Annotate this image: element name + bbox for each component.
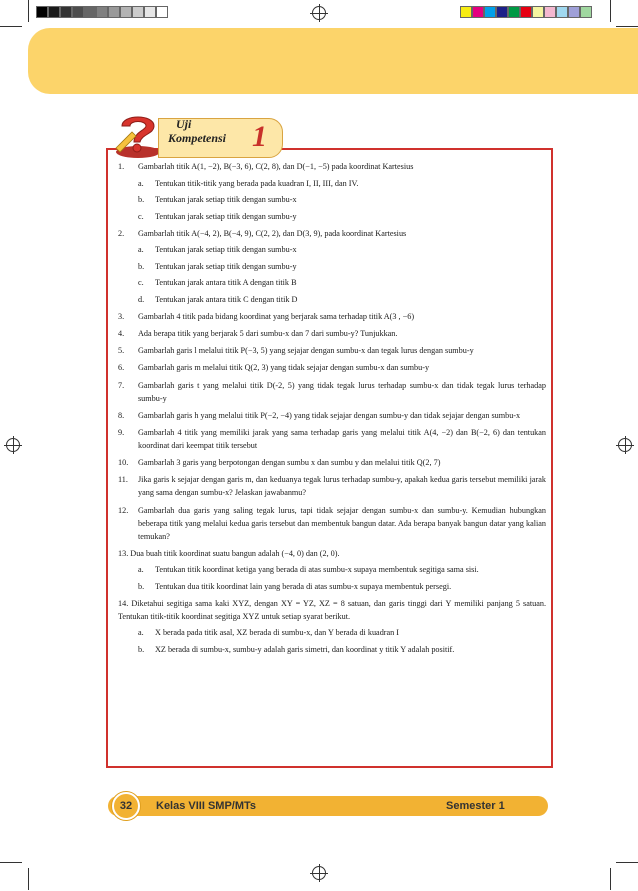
sub-question-label: b.	[138, 195, 145, 204]
page-number: 32	[112, 792, 140, 820]
color-swatch	[568, 6, 580, 18]
question-text: Gambarlah garis m melalui titik Q(2, 3) yang tidak sejajar dengan sumbu-x dan sumbu-y	[138, 363, 430, 373]
sub-question	[138, 563, 546, 576]
question-list	[118, 160, 546, 660]
sub-question-text: Tentukan titik koordinat ketiga yang berada di atas sumbu-x supaya membentuk segitiga sama sisi.	[155, 565, 479, 575]
question-number: 6.	[118, 363, 125, 373]
question-text: Gambarlah titik A(1, −2), B(−3, 6), C(2, 8), dan D(−1, −5) pada koordinat Kartesius	[138, 162, 414, 171]
sub-question-text: Tentukan jarak antara titik C dengan titik D	[155, 294, 298, 304]
question-item	[118, 504, 546, 543]
question-number: 3.	[118, 311, 125, 321]
sub-question-label: b.	[138, 644, 145, 654]
question-body	[138, 327, 546, 340]
color-swatch	[556, 6, 568, 18]
question-text: Gambarlah 3 garis yang berpotongan dengan sumbu x dan sumbu y dan melalui titik Q(2, 7)	[138, 458, 441, 468]
color-swatch	[96, 6, 108, 18]
badge-number: 1	[252, 120, 267, 153]
question-body	[138, 456, 546, 469]
crop-mark	[610, 0, 611, 22]
sub-question-text: Tentukan jarak setiap titik dengan sumbu-y	[155, 211, 297, 221]
sub-question	[138, 293, 546, 306]
question-number: 10.	[118, 458, 129, 468]
question-item	[118, 409, 546, 422]
sub-question	[138, 643, 546, 656]
color-swatch	[520, 6, 532, 18]
registration-mark-icon	[312, 866, 326, 880]
question-text: 14. Diketahui segitiga sama kaki XYZ, dengan XY = YZ, XZ = 8 satuan, dan garis tinggi dari Y memiliki panjang 5 satuan. Tentukan titik-titik koordinat segitiga XYZ untuk setiap syarat berikut.	[118, 598, 546, 621]
question-item	[118, 379, 546, 405]
question-body	[138, 227, 546, 306]
question-text: Gambarlah dua garis yang saling tegak lurus, tapi tidak sejajar dengan sumbu-x dan sumbu-y. Kemudian hubungkan beberapa titik yang melalui kedua garis tersebut dan membentuk bangun datar. Ada berapa banyak bangun datar yang kalian temukan?	[138, 505, 546, 541]
question-item	[118, 473, 546, 499]
question-body	[138, 426, 546, 452]
question-number: 9.	[118, 428, 125, 437]
question-number: 5.	[118, 346, 125, 356]
question-text: Gambarlah garis l melalui titik P(−3, 5) yang sejajar dengan sumbu-x dan tegak lurus dengan sumbu-y	[138, 346, 474, 356]
question-text: Gambarlah garis t yang melalui titik D(-2, 5) yang tidak tegak lurus terhadap sumbu-x dan tidak tegak lurus terhadap sumbu-y	[138, 380, 546, 403]
question-item	[118, 310, 546, 323]
sub-question	[138, 276, 546, 289]
crop-mark	[28, 868, 29, 890]
sub-question	[138, 626, 546, 639]
sub-question-text: Tentukan dua titik koordinat lain yang berada di atas sumbu-x supaya membentuk persegi.	[155, 581, 452, 591]
question-body	[138, 344, 546, 357]
question-text: Jika garis k sejajar dengan garis m, dan keduanya tegak lurus terhadap sumbu-y, apakah kedua garis tersebut memiliki jarak yang sama dengan sumbu-x? Jelaskan jawabanmu?	[138, 475, 546, 498]
badge-line1: Uji	[176, 117, 192, 131]
question-number: 1.	[118, 162, 125, 171]
crop-mark	[0, 26, 22, 27]
question-item	[118, 160, 546, 223]
sub-question-label: c.	[138, 278, 144, 288]
sub-question-label: a.	[138, 565, 144, 575]
question-item	[118, 227, 546, 306]
color-swatch	[156, 6, 168, 18]
header-band	[28, 28, 638, 94]
color-swatch	[84, 6, 96, 18]
color-swatch	[72, 6, 84, 18]
sub-question-text: X berada pada titik asal, XZ berada di sumbu-x, dan Y berada di kuadran I	[155, 628, 400, 638]
sub-question	[138, 580, 546, 593]
question-item	[118, 547, 546, 593]
color-swatch	[496, 6, 508, 18]
question-item	[118, 426, 546, 452]
color-swatch	[544, 6, 556, 18]
question-body	[138, 361, 546, 374]
crop-mark	[616, 862, 638, 863]
crop-mark	[610, 868, 611, 890]
color-swatch	[144, 6, 156, 18]
registration-mark-icon	[618, 438, 632, 452]
color-swatch	[36, 6, 48, 18]
question-body	[138, 379, 546, 405]
footer-class-label: Kelas VIII SMP/MTs	[156, 800, 257, 812]
sub-question-text: Tentukan jarak antara titik A dengan titik B	[155, 278, 297, 288]
question-text: 13. Dua buah titik koordinat suatu bangun adalah (−4, 0) dan (2, 0).	[118, 548, 340, 558]
question-text: Gambarlah 4 titik yang memiliki jarak yang sama terhadap garis yang melalui titik A(4, −2) dan B(−2, 6) dan tentukan koordinat dari keempat titik tersebut	[138, 428, 546, 450]
crop-mark	[616, 26, 638, 27]
registration-mark-icon	[6, 438, 20, 452]
color-swatch	[580, 6, 592, 18]
sub-question	[138, 243, 546, 256]
question-text: Gambarlah 4 titik pada bidang koordinat yang berjarak sama terhadap titik A(3 , −6)	[138, 311, 415, 321]
sub-question-label: c.	[138, 211, 144, 221]
question-body	[138, 504, 546, 543]
sub-question-label: b.	[138, 261, 145, 271]
question-item	[118, 361, 546, 374]
crop-mark	[0, 862, 22, 863]
badge-line2: Kompetensi	[168, 131, 227, 145]
question-body	[138, 409, 546, 422]
sub-question-label: a.	[138, 178, 144, 188]
color-swatch	[460, 6, 472, 18]
color-swatch	[484, 6, 496, 18]
sub-question-label: b.	[138, 581, 145, 591]
sub-question	[138, 193, 546, 206]
sub-question-text: Tentukan jarak setiap titik dengan sumbu-y	[155, 261, 297, 271]
question-text: Gambarlah garis h yang melalui titik P(−2, −4) yang tidak sejajar dengan sumbu-y dan tidak sejajar dengan sumbu-x	[138, 410, 521, 420]
sub-question-text: XZ berada di sumbu-x, sumbu-y adalah garis simetri, dan koordinat y titik Y adalah positif.	[155, 644, 455, 654]
footer-semester-label: Semester 1	[446, 800, 505, 812]
sub-question-text: Tentukan titik-titik yang berada pada kuadran I, II, III, dan IV.	[155, 178, 359, 188]
color-swatch	[120, 6, 132, 18]
question-item	[118, 597, 546, 656]
question-text: Gambarlah titik A(−4, 2), B(−4, 9), C(2, 2), dan D(3, 9), pada koordinat Kartesius	[138, 228, 407, 238]
question-number: 2.	[118, 228, 125, 238]
color-swatch	[108, 6, 120, 18]
color-swatch	[60, 6, 72, 18]
sub-question-text: Tentukan jarak setiap titik dengan sumbu-x	[155, 195, 297, 204]
sub-question	[138, 260, 546, 273]
question-body	[138, 310, 546, 323]
question-number: 11.	[118, 475, 128, 485]
question-number: 12.	[118, 505, 129, 515]
question-item	[118, 344, 546, 357]
sub-question-label: a.	[138, 245, 144, 255]
question-number: 8.	[118, 410, 125, 420]
color-bar-process	[460, 6, 592, 18]
question-item	[118, 456, 546, 469]
question-text: Ada berapa titik yang berjarak 5 dari sumbu-x dan 7 dari sumbu-y? Tunjukkan.	[138, 329, 398, 339]
crop-mark	[28, 0, 29, 22]
sub-question	[138, 177, 546, 190]
question-number: 7.	[118, 380, 125, 390]
color-swatch	[532, 6, 544, 18]
color-bar-grayscale	[36, 6, 168, 18]
sub-question	[138, 210, 546, 223]
uji-kompetensi-badge	[110, 108, 285, 160]
sub-question-label: d.	[138, 294, 145, 304]
color-swatch	[48, 6, 60, 18]
color-swatch	[472, 6, 484, 18]
question-item	[118, 327, 546, 340]
registration-mark-icon	[312, 6, 326, 20]
sub-question-label: a.	[138, 628, 144, 638]
color-swatch	[132, 6, 144, 18]
question-number: 4.	[118, 329, 125, 339]
question-body	[138, 473, 546, 499]
badge-title	[168, 118, 226, 144]
color-swatch	[508, 6, 520, 18]
question-body	[138, 160, 546, 223]
sub-question-text: Tentukan jarak setiap titik dengan sumbu-x	[155, 245, 297, 255]
